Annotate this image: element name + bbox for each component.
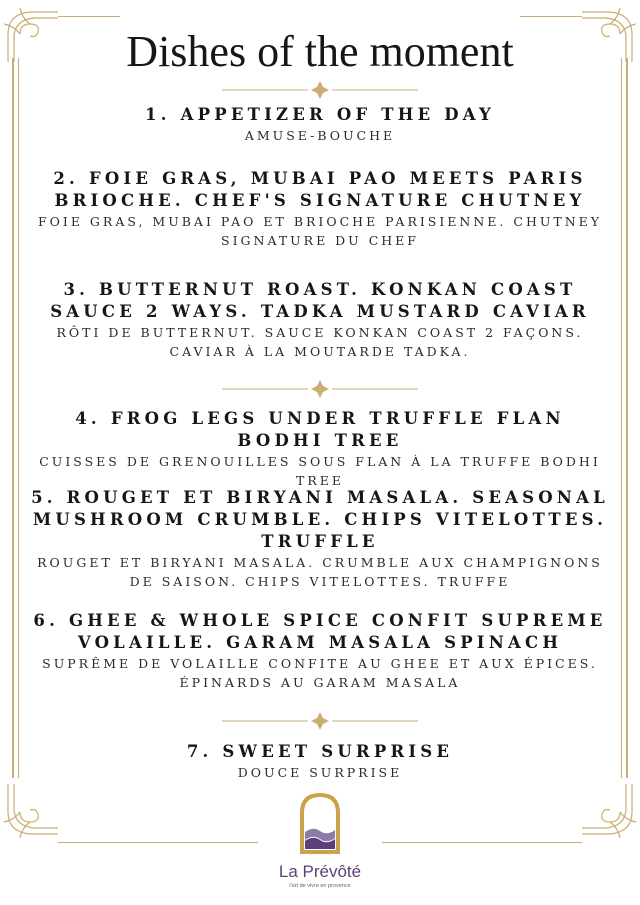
frame-left-inner [18, 58, 19, 778]
divider-ornament-2 [0, 379, 640, 399]
dish-name: 1. APPETIZER OF THE DAY [145, 105, 495, 124]
dish-2 [30, 168, 610, 250]
frame-right-inner [621, 58, 622, 778]
dish-3 [30, 279, 610, 361]
frame-top-left [58, 16, 120, 17]
corner-ornament-bottom-left [0, 782, 60, 842]
frame-bottom-right [382, 842, 582, 843]
dish-1 [30, 104, 610, 145]
dish-name: 2. FOIE GRAS, MUBAI PAO MEETS PARIS BRIOCHE. CHEF'S SIGNATURE CHUTNEY [53, 169, 587, 210]
page-title: Dishes of the moment [126, 27, 514, 76]
dish-name: 7. SWEET SURPRISE [186, 742, 454, 761]
frame-bottom-left [58, 842, 258, 843]
dish-5 [30, 487, 610, 591]
divider-ornament-1 [0, 80, 640, 100]
dish-description: AMUSE-BOUCHE [244, 128, 396, 143]
brand-logo [270, 792, 370, 889]
dish-description: ROUGET ET BIRYANI MASALA. CRUMBLE AUX CHAMPIGNONS DE SAISON. CHIPS VITELOTTES. TRUFFE [37, 555, 603, 589]
corner-ornament-bottom-right [580, 782, 640, 842]
dish-name: 5. ROUGET ET BIRYANI MASALA. SEASONAL MUSHROOM CRUMBLE. CHIPS VITELOTTES. TRUFFLE [31, 488, 609, 551]
dish-description: DOUCE SURPRISE [237, 765, 403, 780]
divider-ornament-3 [0, 711, 640, 731]
dish-6 [30, 610, 610, 692]
dish-name: 6. GHEE & WHOLE SPICE CONFIT SUPREME VOLAILLE. GARAM MASALA SPINACH [33, 611, 607, 652]
dish-description: RÔTI DE BUTTERNUT. SAUCE KONKAN COAST 2 FAÇONS. CAVIAR À LA MOUTARDE TADKA. [56, 325, 584, 359]
dish-4 [30, 408, 610, 490]
dish-name: 4. FROG LEGS UNDER TRUFFLE FLAN BODHI TREE [75, 409, 565, 450]
frame-left-outer [12, 58, 14, 778]
dish-name: 3. BUTTERNUT ROAST. KONKAN COAST SAUCE 2 WAYS. TADKA MUSTARD CAVIAR [50, 280, 590, 321]
dish-description: FOIE GRAS, MUBAI PAO ET BRIOCHE PARISIENNE. CHUTNEY SIGNATURE DU CHEF [37, 214, 603, 248]
arch-logo-icon [299, 792, 341, 854]
dish-7 [30, 741, 610, 782]
dish-description: CUISSES DE GRENOUILLES SOUS FLAN À LA TRUFFE BODHI TREE [39, 454, 601, 488]
dish-description: SUPRÊME DE VOLAILLE CONFITE AU GHEE ET AUX ÉPICES. ÉPINARDS AU GARAM MASALA [42, 656, 598, 690]
frame-top-right [520, 16, 582, 17]
brand-tagline: l'art de vivre en provence [289, 883, 351, 889]
brand-name: La Prévôté [278, 862, 362, 881]
frame-right-outer [626, 58, 628, 778]
